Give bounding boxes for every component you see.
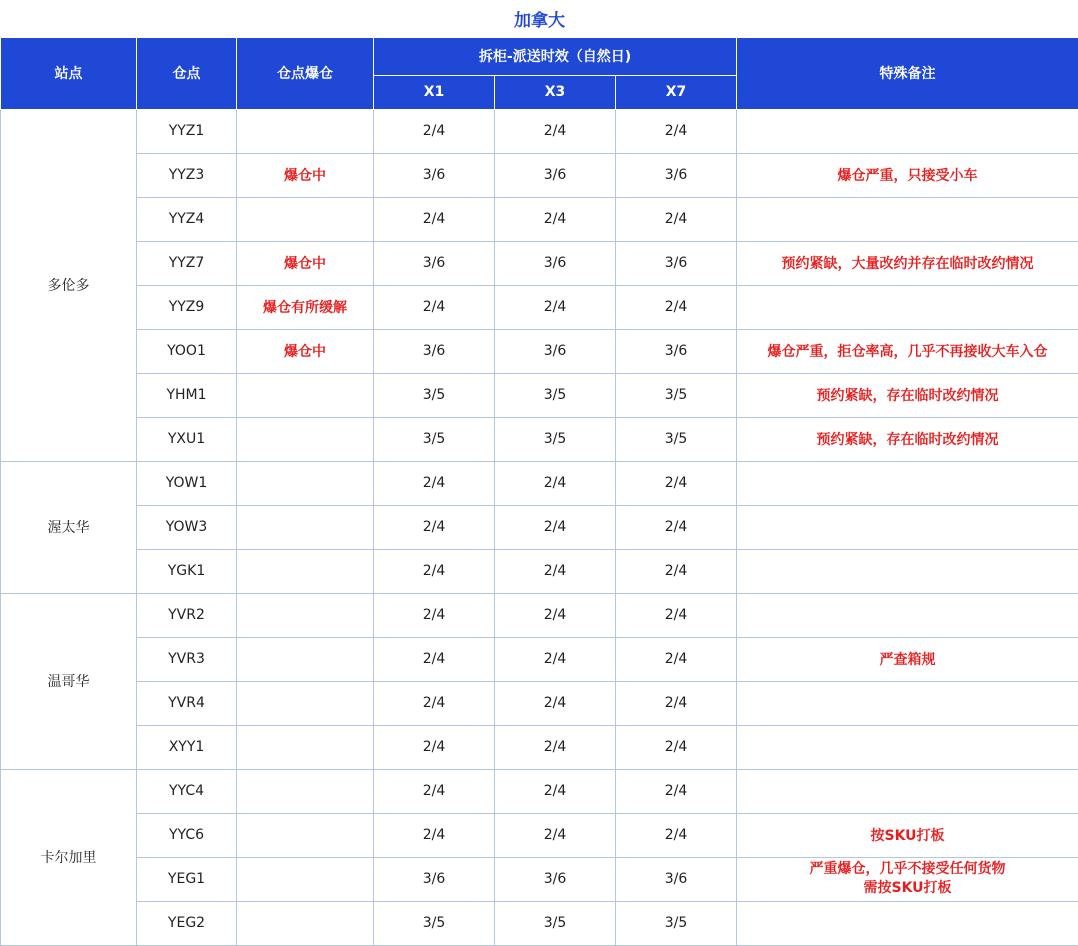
timing-x1-cell: 2/4	[374, 285, 495, 329]
overflow-status-cell	[237, 681, 374, 725]
overflow-status-cell	[237, 549, 374, 593]
station-cell: 渥太华	[1, 461, 137, 593]
special-note-line: 严重爆仓，几乎不接受任何货物	[809, 861, 1006, 878]
warehouse-code-cell: YOW3	[137, 505, 237, 549]
special-note-cell	[737, 549, 1078, 593]
overflow-status-cell	[237, 901, 374, 945]
timing-x7-cell: 2/4	[616, 109, 737, 153]
timing-x1-cell: 2/4	[374, 505, 495, 549]
table-row	[1, 417, 1078, 461]
station-cell: 多伦多	[1, 109, 137, 461]
special-note-cell	[737, 197, 1078, 241]
timing-x7-cell: 2/4	[616, 549, 737, 593]
special-note-cell: 预约紧缺，存在临时改约情况	[737, 373, 1078, 417]
warehouse-code-cell: YVR4	[137, 681, 237, 725]
overflow-status-cell	[237, 461, 374, 505]
timing-x3-cell: 3/5	[495, 373, 616, 417]
warehouse-code-cell: YYZ9	[137, 285, 237, 329]
timing-x1-cell: 2/4	[374, 461, 495, 505]
timing-x7-cell: 2/4	[616, 593, 737, 637]
timing-x3-cell: 2/4	[495, 813, 616, 857]
timing-x7-cell: 2/4	[616, 461, 737, 505]
timing-x7-cell: 2/4	[616, 769, 737, 813]
station-cell: 温哥华	[1, 593, 137, 769]
special-note-cell	[737, 593, 1078, 637]
special-note-cell	[737, 109, 1078, 153]
timing-x1-cell: 2/4	[374, 197, 495, 241]
header-notes: 特殊备注	[737, 37, 1078, 109]
timing-x3-cell: 3/6	[495, 241, 616, 285]
warehouse-code-cell: YGK1	[137, 549, 237, 593]
timing-x1-cell: 3/6	[374, 329, 495, 373]
overflow-status-cell	[237, 769, 374, 813]
timing-x3-cell: 2/4	[495, 769, 616, 813]
station-cell: 卡尔加里	[1, 769, 137, 945]
timing-x3-cell: 2/4	[495, 593, 616, 637]
timing-x1-cell: 2/4	[374, 769, 495, 813]
overflow-status-cell: 爆仓有所缓解	[237, 285, 374, 329]
warehouse-code-cell: YEG1	[137, 857, 237, 901]
overflow-status-cell	[237, 593, 374, 637]
special-note-cell: 按SKU打板	[737, 813, 1078, 857]
table-row	[1, 725, 1078, 769]
header-x3: X3	[495, 75, 616, 109]
header-warehouse: 仓点	[137, 37, 237, 109]
timing-x3-cell: 2/4	[495, 637, 616, 681]
timing-x3-cell: 2/4	[495, 461, 616, 505]
overflow-status-cell	[237, 725, 374, 769]
timing-x1-cell: 3/6	[374, 241, 495, 285]
timing-x3-cell: 2/4	[495, 197, 616, 241]
warehouse-code-cell: YXU1	[137, 417, 237, 461]
timing-x7-cell: 2/4	[616, 285, 737, 329]
warehouse-code-cell: YYZ3	[137, 153, 237, 197]
special-note-cell	[737, 901, 1078, 945]
timing-x3-cell: 3/6	[495, 857, 616, 901]
special-note-cell: 爆仓严重，只接受小车	[737, 153, 1078, 197]
table-row	[1, 241, 1078, 285]
timing-x1-cell: 3/5	[374, 417, 495, 461]
header-timing-group: 拆柜-派送时效（自然日)	[374, 37, 737, 75]
timing-x7-cell: 3/6	[616, 241, 737, 285]
timing-x3-cell: 3/5	[495, 417, 616, 461]
timing-x7-cell: 2/4	[616, 725, 737, 769]
timing-x7-cell: 3/6	[616, 329, 737, 373]
timing-x7-cell: 2/4	[616, 505, 737, 549]
table-row	[1, 857, 1078, 901]
table-row	[1, 329, 1078, 373]
timing-x3-cell: 2/4	[495, 505, 616, 549]
overflow-status-cell: 爆仓中	[237, 241, 374, 285]
header-overflow: 仓点爆仓	[237, 37, 374, 109]
special-note-cell	[737, 285, 1078, 329]
timing-x7-cell: 3/5	[616, 373, 737, 417]
timing-x1-cell: 2/4	[374, 593, 495, 637]
special-note-cell: 预约紧缺，大量改约并存在临时改约情况	[737, 241, 1078, 285]
table-row	[1, 197, 1078, 241]
timing-x7-cell: 2/4	[616, 681, 737, 725]
header-station: 站点	[1, 37, 137, 109]
timing-x1-cell: 3/5	[374, 373, 495, 417]
overflow-status-cell	[237, 857, 374, 901]
timing-x1-cell: 2/4	[374, 637, 495, 681]
special-note-cell	[737, 505, 1078, 549]
special-note-cell	[737, 461, 1078, 505]
special-note-cell	[737, 725, 1078, 769]
timing-x7-cell: 3/5	[616, 901, 737, 945]
table-title: 加拿大	[1, 0, 1078, 37]
table-row	[1, 813, 1078, 857]
header-x1: X1	[374, 75, 495, 109]
table-row	[1, 549, 1078, 593]
timing-x1-cell: 3/6	[374, 153, 495, 197]
overflow-status-cell: 爆仓中	[237, 153, 374, 197]
table-row	[1, 153, 1078, 197]
table-row	[1, 901, 1078, 945]
table-row	[1, 681, 1078, 725]
timing-x3-cell: 2/4	[495, 725, 616, 769]
warehouse-code-cell: YOW1	[137, 461, 237, 505]
timing-x7-cell: 2/4	[616, 637, 737, 681]
timing-x3-cell: 2/4	[495, 681, 616, 725]
timing-x7-cell: 2/4	[616, 197, 737, 241]
timing-x1-cell: 3/6	[374, 857, 495, 901]
special-note-cell	[737, 857, 1078, 901]
warehouse-code-cell: YEG2	[137, 901, 237, 945]
warehouse-code-cell: YYC4	[137, 769, 237, 813]
table-body	[1, 109, 1078, 946]
table-row	[1, 285, 1078, 329]
timing-x3-cell: 3/6	[495, 329, 616, 373]
timing-x7-cell: 3/6	[616, 857, 737, 901]
timing-x1-cell: 2/4	[374, 549, 495, 593]
warehouse-code-cell: YYZ4	[137, 197, 237, 241]
overflow-status-cell	[237, 505, 374, 549]
warehouse-code-cell: YVR2	[137, 593, 237, 637]
table-row	[1, 461, 1078, 505]
timing-x3-cell: 2/4	[495, 285, 616, 329]
timing-x1-cell: 3/5	[374, 901, 495, 945]
table-row	[1, 637, 1078, 681]
overflow-status-cell	[237, 637, 374, 681]
overflow-status-cell	[237, 813, 374, 857]
warehouse-code-cell: YHM1	[137, 373, 237, 417]
timing-x1-cell: 2/4	[374, 725, 495, 769]
overflow-status-cell	[237, 197, 374, 241]
special-note-cell: 预约紧缺，存在临时改约情况	[737, 417, 1078, 461]
special-note-cell	[737, 681, 1078, 725]
overflow-status-cell	[237, 373, 374, 417]
table-row	[1, 769, 1078, 813]
timing-x3-cell: 2/4	[495, 109, 616, 153]
timing-x7-cell: 2/4	[616, 813, 737, 857]
timing-x7-cell: 3/6	[616, 153, 737, 197]
timing-x1-cell: 2/4	[374, 109, 495, 153]
timing-x3-cell: 3/5	[495, 901, 616, 945]
special-note-cell: 严查箱规	[737, 637, 1078, 681]
overflow-status-cell	[237, 417, 374, 461]
overflow-status-cell: 爆仓中	[237, 329, 374, 373]
overflow-status-cell	[237, 109, 374, 153]
warehouse-code-cell: YYZ7	[137, 241, 237, 285]
special-note-cell	[737, 769, 1078, 813]
timing-x7-cell: 3/5	[616, 417, 737, 461]
warehouse-code-cell: XYY1	[137, 725, 237, 769]
table-row	[1, 373, 1078, 417]
table-row	[1, 109, 1078, 153]
timing-x1-cell: 2/4	[374, 813, 495, 857]
warehouse-code-cell: YYZ1	[137, 109, 237, 153]
table-row	[1, 505, 1078, 549]
header-x7: X7	[616, 75, 737, 109]
timing-x3-cell: 2/4	[495, 549, 616, 593]
table-row	[1, 593, 1078, 637]
warehouse-code-cell: YVR3	[137, 637, 237, 681]
timing-x3-cell: 3/6	[495, 153, 616, 197]
warehouse-code-cell: YOO1	[137, 329, 237, 373]
special-note-line: 需按SKU打板	[863, 880, 952, 897]
warehouse-code-cell: YYC6	[137, 813, 237, 857]
special-note-cell: 爆仓严重，拒仓率高，几乎不再接收大车入仓	[737, 329, 1078, 373]
timing-x1-cell: 2/4	[374, 681, 495, 725]
